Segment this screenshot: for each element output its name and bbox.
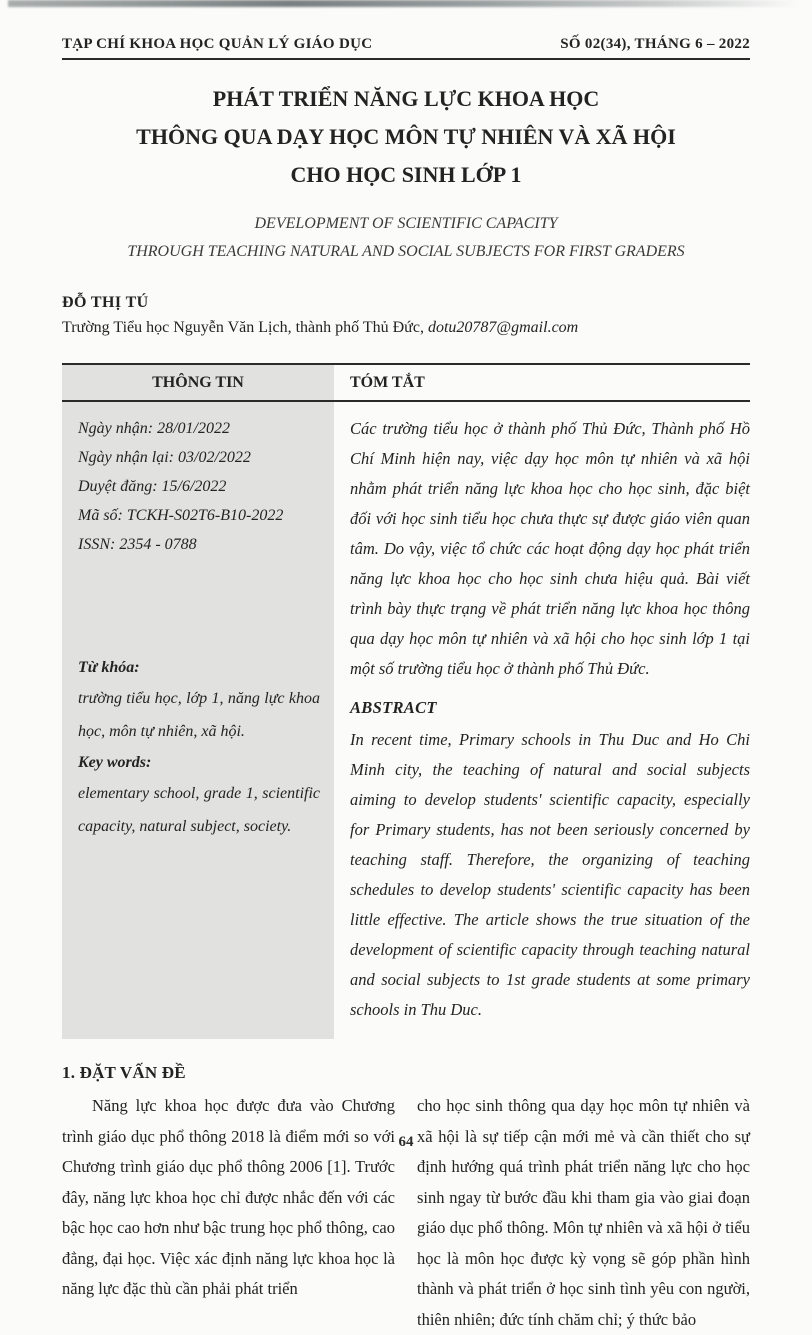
article-title-line3: CHO HỌC SINH LỚP 1 (290, 162, 522, 187)
info-column (62, 402, 334, 1039)
article-title (62, 80, 750, 194)
article-title-english (62, 210, 750, 266)
abstract-label-english: ABSTRACT (350, 698, 437, 717)
body-column-right (417, 1091, 750, 1335)
article-title-line1: PHÁT TRIỂN NĂNG LỰC KHOA HỌC (212, 86, 600, 111)
summary-column-header: TÓM TẮT (350, 374, 425, 391)
body-column-left (62, 1091, 395, 1335)
keywords-label-vi: Từ khóa: (78, 659, 140, 676)
affiliation-text: Trường Tiểu học Nguyễn Văn Lịch, thành phố Thủ Đức, (62, 319, 424, 336)
body-paragraph-right: cho học sinh thông qua dạy học môn tự nhiên và xã hội là sự tiếp cận mới mẻ và cần thiết cho sự định hướng quá trình phát triển năng lực cho học sinh ngay từ bước đầu khi tham gia vào giai đoạn giáo dục phổ thông. Môn tự nhiên và xã hội ở tiểu học là môn học được kỳ vọng sẽ góp phần hình thành và phát triển ở học sinh tình yêu con người, thiên nhiên; đức tính chăm chỉ; ý thức bảo (417, 1096, 750, 1329)
article-title-english-line2: THROUGH TEACHING NATURAL AND SOCIAL SUBJECTS FOR FIRST GRADERS (127, 243, 685, 260)
keywords-vi: trường tiểu học, lớp 1, năng lực khoa học, môn tự nhiên, xã hội. (78, 690, 320, 740)
keywords-block (78, 653, 320, 843)
summary-column (334, 402, 750, 1039)
body-two-columns (62, 1091, 750, 1335)
issn-number: ISSN: 2354 - 0788 (78, 536, 197, 553)
author-name: ĐỖ THỊ TÚ (62, 294, 149, 311)
issue-info: SỐ 02(34), THÁNG 6 – 2022 (560, 36, 750, 52)
journal-name: TẠP CHÍ KHOA HỌC QUẢN LÝ GIÁO DỤC (62, 36, 373, 52)
article-title-line2: THÔNG QUA DẠY HỌC MÔN TỰ NHIÊN VÀ XÃ HỘI (136, 124, 676, 149)
table-body-row (62, 402, 750, 1039)
date-revised: Ngày nhận lại: 03/02/2022 (78, 449, 251, 466)
section-1-heading: 1. ĐẶT VẤN ĐỀ (62, 1063, 186, 1082)
manuscript-code: Mã số: TCKH-S02T6-B10-2022 (78, 507, 284, 524)
author-block (62, 294, 750, 337)
article-title-english-line1: DEVELOPMENT OF SCIENTIFIC CAPACITY (254, 215, 558, 232)
page-number: 64 (398, 1134, 414, 1150)
table-header-row (62, 365, 750, 402)
keywords-en: elementary school, grade 1, scientific capacity, natural subject, society. (78, 785, 320, 835)
info-abstract-table (62, 363, 750, 1039)
author-affiliation (62, 319, 750, 337)
scan-artifact-top (8, 0, 808, 7)
info-column-header: THÔNG TIN (62, 365, 334, 400)
body-paragraph-left: Năng lực khoa học được đưa vào Chương trình giáo dục phổ thông 2018 là điểm mới so với Chương trình giáo dục phổ thông 2006 [1]. Trước đây, năng lực khoa học chỉ được nhắc đến với các bậc học cao hơn như bậc trung học phổ thông, cao đẳng, đại học. Việc xác định năng lực khoa học là năng lực đặc thù cần phải phát triển (62, 1096, 395, 1298)
running-header (62, 36, 750, 60)
date-received: Ngày nhận: 28/01/2022 (78, 420, 230, 437)
author-email: dotu20787@gmail.com (427, 319, 579, 336)
abstract-english: In recent time, Primary schools in Thu Duc and Ho Chi Minh city, the teaching of natural and social subjects aiming to develop students' scientific capacity, especially for Primary students, has not been seriously concerned by teaching staff. Therefore, the organizing of teaching schedules to develop students' scientific capacity has been little effective. The article shows the true situation of the development of scientific capacity through teaching natural and social subjects to 1st grade students at some primary schools in Thu Duc. (350, 730, 750, 1019)
abstract-vietnamese: Các trường tiểu học ở thành phố Thủ Đức, Thành phố Hồ Chí Minh hiện nay, việc dạy học môn tự nhiên và xã hội nhằm phát triển năng lực khoa học cho học sinh, đặc biệt đối với học sinh tiểu học chưa thực sự được giáo viên quan tâm. Do vậy, việc tổ chức các hoạt động dạy học phát triển năng lực khoa học cho học sinh chưa hiệu quả. Bài viết trình bày thực trạng về phát triển năng lực khoa học thông qua dạy học môn tự nhiên và xã hội cho học sinh lớp 1 tại một số trường tiểu học ở thành phố Thủ Đức. (350, 419, 750, 678)
keywords-label-en: Key words: (78, 754, 152, 771)
date-accepted: Duyệt đăng: 15/6/2022 (78, 478, 227, 495)
